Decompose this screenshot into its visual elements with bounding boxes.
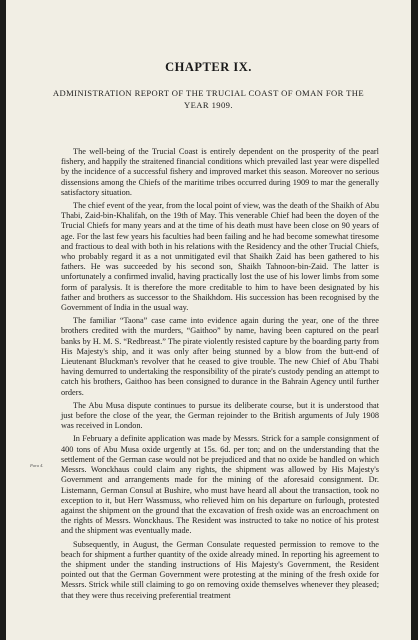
report-title: ADMINISTRATION REPORT OF THE TRUCIAL COAST OF OMAN FOR THE YEAR 1909. <box>52 88 365 110</box>
chapter-heading: CHAPTER IX. <box>165 60 252 74</box>
margin-note: Para 4. <box>30 463 44 468</box>
document-page <box>6 0 411 640</box>
paragraph: In February a definite application was made by Messrs. Strick for a sample consignment of 400 tons of Abu Musa oxide urgently at 15s. 6d. per ton; and on the understanding that the settlement of the German case would not be prejudiced and that no oxide be handled on which Messrs. Wonckhaus could claim any rights, the shipment was allowed by His Majesty's Government and arrangements made for the mining of the aforesaid consignment. Dr. Listemann, German Consul at Bushire, who must have heard all about the transaction, took no exception to it, but Herr Wassmuss, who relieved him on his departure on furlough, protested against the shipment on the ground that the excavation of fresh oxide was an encroachment on the rights of Messrs. Wonckhaus. The Resident was instructed to take no notice of his protest and the shipment was eventually made. <box>61 434 379 536</box>
paragraph: The Abu Musa dispute continues to pursue its deliberate course, but it is understood that just before the close of the year, the German rejoinder to the British arguments of July 1908 was received in London. <box>61 400 379 431</box>
paragraph: The familiar “Taona” case came into evidence again during the year, one of the three brothers credited with the murders, “Gaithoo” by name, having been captured on the pearl banks by H. M. S. “Redbreast.” The pirate violently resisted capture by the boarding party from His Majesty's ship, and it was only after being stunned by a blow from the butt-end of Lieutenant Bluckman's revolver that he ceased to give trouble. The new Chief of Abu Thabi having demurred to undertaking the responsibility of the pirate's custody pending an attempt to catch his brothers, Gaithoo has been consigned to durance in the Bahrain Agency until further orders. <box>61 316 379 397</box>
paragraph: The well-being of the Trucial Coast is entirely dependent on the prosperity of the pearl fishery, and happily the straitened financial conditions which prevailed last year were dispelled by the incidence of a successful fishery and improved market this season. Moreover no serious dissensions among the Chiefs of the maritime tribes occurred during 1909 to mar the generally satisfactory situation. <box>61 147 379 197</box>
report-body <box>61 147 379 601</box>
paragraph: Subsequently, in August, the German Consulate requested permission to remove to the beach for shipment a further quantity of the oxide already mined. In reporting his agreement to the shipment under the standing instructions of His Majesty's Government, the Resident pointed out that the German Government were protesting at the mining of the fresh oxide for Messrs. Strick while still claiming to go on removing oxide themselves whenever they pleased; that they were thus receiving preferential treatment <box>61 539 379 600</box>
paragraph: The chief event of the year, from the local point of view, was the death of the Shaikh of Abu Thabi, Zaid-bin-Khalifah, on the 19th of May. This venerable Chief had been the doyen of the Trucial Chiefs for many years and at the time of his death must have been close on 90 years of age. For the last few years his faculties had been failing and he had become somewhat tiresome and fractious to deal with both in his relations with the Residency and the other Trucial Chiefs, who probably regard it as a not unmitigated evil that Shaikh Zaid has been gathered to his fathers. He was succeeded by his second son, Shaikh Tahnoon-bin-Zaid. The latter is unfortunately a confirmed invalid, having practically lost the use of his lower limbs from some form of paralysis. It is therefore the more creditable to him to have been designated by his father and brothers as successor to the Shaikhdom. His succession has been recognised by the Government of India in the usual way. <box>61 201 379 313</box>
